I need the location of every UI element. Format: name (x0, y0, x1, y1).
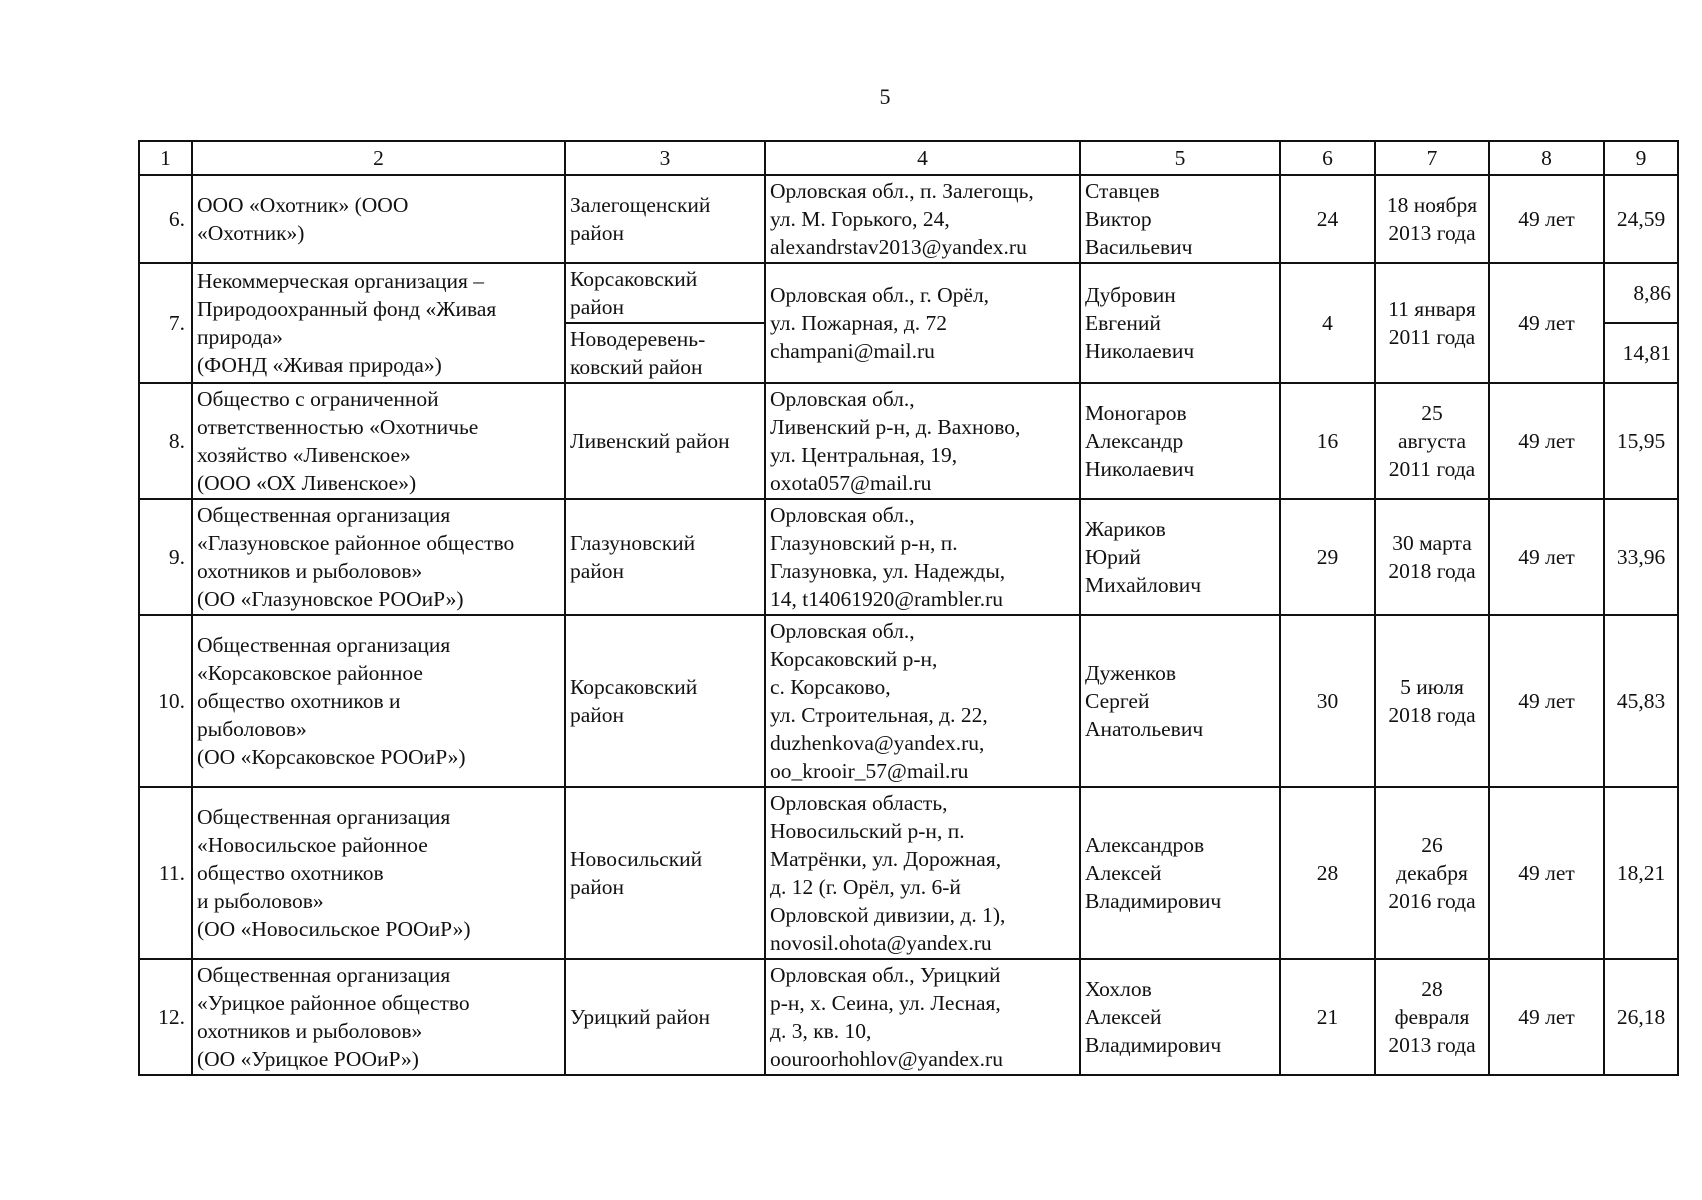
column-number: 6 (1280, 141, 1375, 175)
district: Корсаковский район (565, 615, 765, 787)
column-number: 9 (1604, 141, 1678, 175)
count: 21 (1280, 959, 1375, 1075)
count: 16 (1280, 383, 1375, 499)
area: 8,86 (1604, 263, 1678, 323)
row-number: 12. (139, 959, 192, 1075)
column-number: 5 (1080, 141, 1280, 175)
organization-name: Общественная организация «Глазуновское районное общество охотников и рыболовов» (ОО «Глазуновское РООиР») (192, 499, 565, 615)
area: 18,21 (1604, 787, 1678, 959)
district: Ливенский район (565, 383, 765, 499)
address: Орловская обл., Глазуновский р-н, п. Глазуновка, ул. Надежды, 14, t14061920@rambler.ru (765, 499, 1080, 615)
address: Орловская обл., п. Залегощь, ул. М. Горького, 24, alexandrstav2013@yandex.ru (765, 175, 1080, 263)
date: 30 марта 2018 года (1375, 499, 1489, 615)
area: 24,59 (1604, 175, 1678, 263)
head-name: Ставцев Виктор Васильевич (1080, 175, 1280, 263)
date: 11 января 2011 года (1375, 263, 1489, 383)
head-name: Жариков Юрий Михайлович (1080, 499, 1280, 615)
organization-name: Общественная организация «Корсаковское районное общество охотников и рыболовов» (ОО «Корсаковское РООиР») (192, 615, 565, 787)
head-name: Хохлов Алексей Владимирович (1080, 959, 1280, 1075)
head-name: Дубровин Евгений Николаевич (1080, 263, 1280, 383)
row-number: 9. (139, 499, 192, 615)
column-number: 2 (192, 141, 565, 175)
page-number: 5 (879, 84, 891, 109)
address: Орловская обл., Урицкий р-н, х. Сеина, ул. Лесная, д. 3, кв. 10, oouroorhohlov@yandex.ru (765, 959, 1080, 1075)
term: 49 лет (1489, 615, 1604, 787)
term: 49 лет (1489, 175, 1604, 263)
column-number: 4 (765, 141, 1080, 175)
head-name: Александров Алексей Владимирович (1080, 787, 1280, 959)
date: 25 августа 2011 года (1375, 383, 1489, 499)
row-number: 8. (139, 383, 192, 499)
area: 45,83 (1604, 615, 1678, 787)
row-number: 7. (139, 263, 192, 383)
area: 26,18 (1604, 959, 1678, 1075)
district: Корсаковский район (565, 263, 765, 323)
organization-name: Общественная организация «Новосильское районное общество охотников и рыболовов» (ОО «Новосильское РООиР») (192, 787, 565, 959)
address: Орловская обл., Корсаковский р-н, с. Корсаково, ул. Строительная, д. 22, duzhenkova@yandex.ru, oo_krooir_57@mail.ru (765, 615, 1080, 787)
term: 49 лет (1489, 383, 1604, 499)
count: 30 (1280, 615, 1375, 787)
head-name: Моногаров Александр Николаевич (1080, 383, 1280, 499)
area: 33,96 (1604, 499, 1678, 615)
term: 49 лет (1489, 959, 1604, 1075)
term: 49 лет (1489, 787, 1604, 959)
organization-name: Некоммерческая организация – Природоохранный фонд «Живая природа» (ФОНД «Живая природа») (192, 263, 565, 383)
organization-name: ООО «Охотник» (ООО «Охотник») (192, 175, 565, 263)
organization-name: Общество с ограниченной ответственностью «Охотничье хозяйство «Ливенское» (ООО «ОХ Ливенское») (192, 383, 565, 499)
count: 29 (1280, 499, 1375, 615)
column-number: 8 (1489, 141, 1604, 175)
table-row (139, 383, 1678, 499)
row-number: 11. (139, 787, 192, 959)
district: Глазуновский район (565, 499, 765, 615)
district: Залегощенский район (565, 175, 765, 263)
date: 5 июля 2018 года (1375, 615, 1489, 787)
table-row (139, 263, 1678, 323)
date: 18 ноября 2013 года (1375, 175, 1489, 263)
hunting-grounds-table (138, 140, 1679, 1076)
term: 49 лет (1489, 499, 1604, 615)
table-row (139, 615, 1678, 787)
count: 4 (1280, 263, 1375, 383)
count: 24 (1280, 175, 1375, 263)
address: Орловская область, Новосильский р-н, п. Матрёнки, ул. Дорожная, д. 12 (г. Орёл, ул. 6-й Орловской дивизии, д. 1), novosil.ohota@yandex.ru (765, 787, 1080, 959)
column-number-row (139, 141, 1678, 175)
row-number: 6. (139, 175, 192, 263)
date: 26 декабря 2016 года (1375, 787, 1489, 959)
row-number: 10. (139, 615, 192, 787)
organization-name: Общественная организация «Урицкое районное общество охотников и рыболовов» (ОО «Урицкое РООиР») (192, 959, 565, 1075)
table-row (139, 175, 1678, 263)
area-second: 14,81 (1604, 323, 1678, 383)
address: Орловская обл., Ливенский р-н, д. Вахново, ул. Центральная, 19, oxota057@mail.ru (765, 383, 1080, 499)
address: Орловская обл., г. Орёл, ул. Пожарная, д. 72 champani@mail.ru (765, 263, 1080, 383)
head-name: Дуженков Сергей Анатольевич (1080, 615, 1280, 787)
count: 28 (1280, 787, 1375, 959)
district: Урицкий район (565, 959, 765, 1075)
column-number: 3 (565, 141, 765, 175)
district-second: Новодеревень- ковский район (565, 323, 765, 383)
area: 15,95 (1604, 383, 1678, 499)
table-row (139, 787, 1678, 959)
column-number: 1 (139, 141, 192, 175)
table-row (139, 959, 1678, 1075)
column-number: 7 (1375, 141, 1489, 175)
date: 28 февраля 2013 года (1375, 959, 1489, 1075)
district: Новосильский район (565, 787, 765, 959)
table-row (139, 499, 1678, 615)
term: 49 лет (1489, 263, 1604, 383)
